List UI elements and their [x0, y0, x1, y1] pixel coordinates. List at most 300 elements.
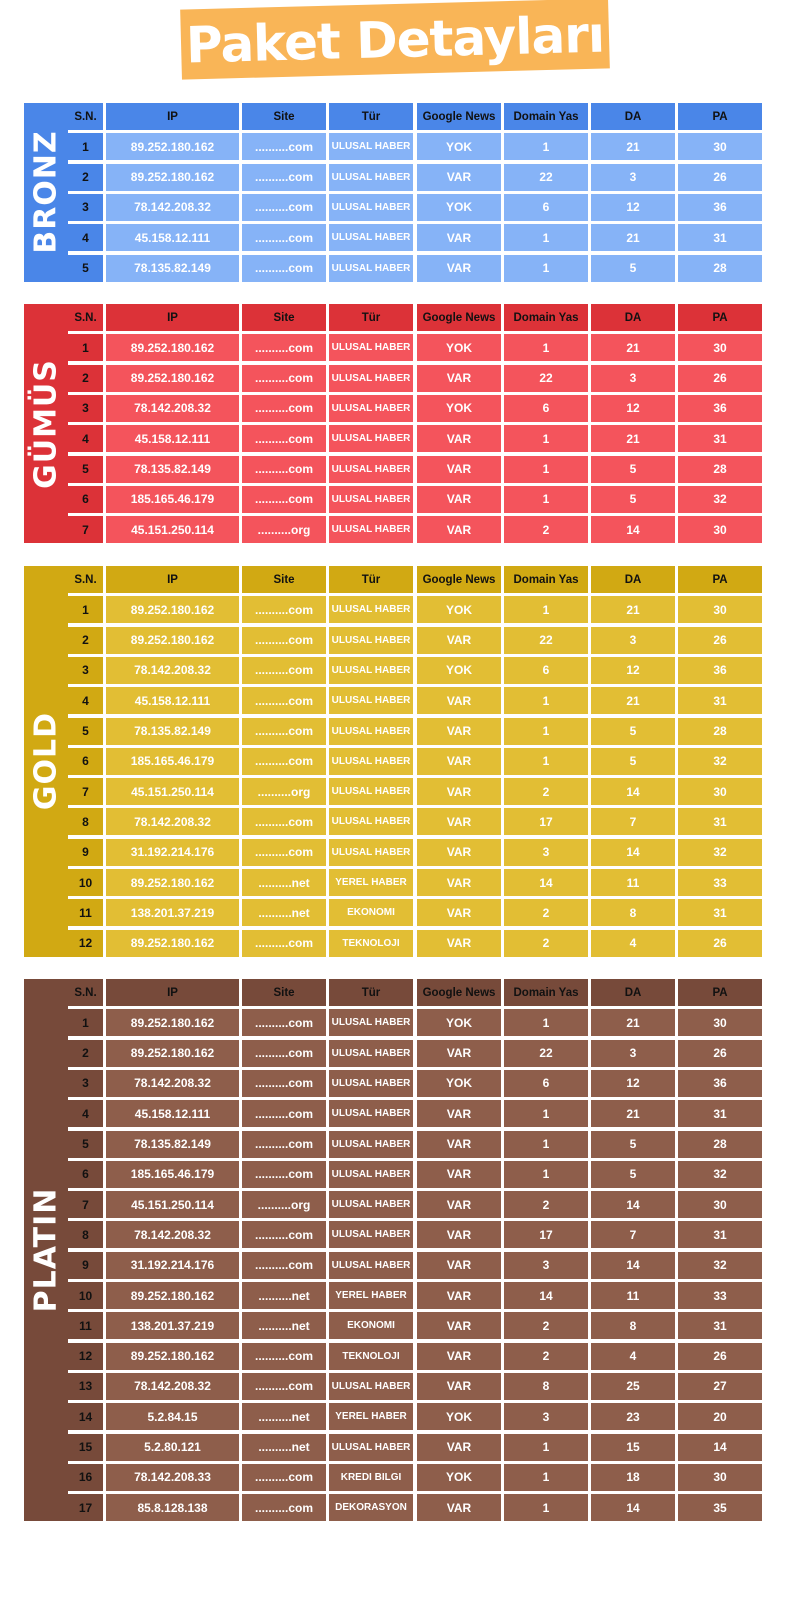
cell-pa: 26	[678, 627, 762, 654]
cell-pa: 31	[678, 687, 762, 714]
cell-sn: 7	[68, 1191, 103, 1218]
cell-pa: 31	[678, 425, 762, 452]
cell-domain-age: 2	[504, 1312, 588, 1339]
cell-type: ULUSAL HABER	[329, 395, 413, 422]
cell-sn: 1	[68, 133, 103, 160]
cell-google-news: VAR	[417, 1221, 501, 1248]
cell-da: 5	[591, 255, 675, 282]
cell-sn: 9	[68, 839, 103, 866]
cell-site: ..........com	[242, 164, 326, 191]
cell-domain-age: 1	[504, 456, 588, 483]
cell-google-news: VAR	[417, 1343, 501, 1370]
cell-pa: 36	[678, 1070, 762, 1097]
cell-google-news: VAR	[417, 1312, 501, 1339]
cell-domain-age: 2	[504, 778, 588, 805]
column-header-da: DA	[591, 304, 675, 331]
cell-pa: 30	[678, 334, 762, 361]
cell-sn: 5	[68, 456, 103, 483]
cell-sn: 7	[68, 516, 103, 543]
cell-type: ULUSAL HABER	[329, 1434, 413, 1461]
cell-pa: 32	[678, 839, 762, 866]
column-header-da: DA	[591, 979, 675, 1006]
cell-type: EKONOMI	[329, 1312, 413, 1339]
cell-site: ..........com	[242, 930, 326, 957]
column-header-type: Tür	[329, 103, 413, 130]
cell-site: ..........net	[242, 1403, 326, 1430]
cell-google-news: YOK	[417, 1464, 501, 1491]
cell-sn: 4	[68, 224, 103, 251]
cell-pa: 30	[678, 1191, 762, 1218]
cell-da: 21	[591, 1009, 675, 1036]
package-bronz	[24, 103, 764, 282]
cell-google-news: YOK	[417, 194, 501, 221]
cell-google-news: VAR	[417, 1282, 501, 1309]
cell-google-news: VAR	[417, 718, 501, 745]
package-gold	[24, 566, 764, 957]
column-header-google-news: Google News	[417, 979, 501, 1006]
cell-site: ..........com	[242, 365, 326, 392]
cell-da: 8	[591, 899, 675, 926]
cell-ip: 45.151.250.114	[106, 778, 239, 805]
cell-da: 7	[591, 1221, 675, 1248]
cell-sn: 15	[68, 1434, 103, 1461]
column-header-domain-age: Domain Yas	[504, 103, 588, 130]
column-header-ip: IP	[106, 979, 239, 1006]
cell-pa: 28	[678, 1131, 762, 1158]
cell-google-news: VAR	[417, 899, 501, 926]
cell-google-news: VAR	[417, 748, 501, 775]
cell-google-news: YOK	[417, 1070, 501, 1097]
cell-type: YEREL HABER	[329, 1282, 413, 1309]
cell-sn: 4	[68, 425, 103, 452]
cell-site: ..........net	[242, 899, 326, 926]
cell-site: ..........org	[242, 516, 326, 543]
cell-google-news: VAR	[417, 486, 501, 513]
cell-da: 4	[591, 1343, 675, 1370]
column-header-type: Tür	[329, 566, 413, 593]
cell-type: ULUSAL HABER	[329, 365, 413, 392]
cell-google-news: YOK	[417, 1009, 501, 1036]
cell-sn: 4	[68, 687, 103, 714]
cell-site: ..........com	[242, 1009, 326, 1036]
column-header-sn: S.N.	[68, 103, 103, 130]
cell-site: ..........com	[242, 1131, 326, 1158]
cell-sn: 3	[68, 1070, 103, 1097]
cell-da: 5	[591, 748, 675, 775]
cell-type: ULUSAL HABER	[329, 1221, 413, 1248]
cell-google-news: VAR	[417, 224, 501, 251]
cell-pa: 28	[678, 718, 762, 745]
cell-ip: 78.135.82.149	[106, 456, 239, 483]
cell-type: ULUSAL HABER	[329, 627, 413, 654]
cell-site: ..........com	[242, 1040, 326, 1067]
cell-google-news: YOK	[417, 1403, 501, 1430]
cell-ip: 78.135.82.149	[106, 1131, 239, 1158]
cell-ip: 45.158.12.111	[106, 224, 239, 251]
cell-sn: 10	[68, 869, 103, 896]
cell-domain-age: 2	[504, 930, 588, 957]
column-header-ip: IP	[106, 304, 239, 331]
cell-type: ULUSAL HABER	[329, 1070, 413, 1097]
column-header-type: Tür	[329, 304, 413, 331]
cell-da: 5	[591, 1161, 675, 1188]
cell-domain-age: 22	[504, 627, 588, 654]
cell-site: ..........com	[242, 596, 326, 623]
cell-pa: 30	[678, 1464, 762, 1491]
cell-sn: 11	[68, 899, 103, 926]
cell-sn: 5	[68, 1131, 103, 1158]
cell-ip: 78.142.208.32	[106, 657, 239, 684]
cell-ip: 78.142.208.32	[106, 194, 239, 221]
package-platin	[24, 979, 764, 1521]
cell-domain-age: 14	[504, 1282, 588, 1309]
cell-site: ..........com	[242, 718, 326, 745]
cell-pa: 36	[678, 657, 762, 684]
cell-pa: 31	[678, 808, 762, 835]
cell-sn: 9	[68, 1252, 103, 1279]
column-header-site: Site	[242, 566, 326, 593]
cell-da: 3	[591, 627, 675, 654]
package-side-bar	[24, 304, 68, 543]
cell-da: 3	[591, 1040, 675, 1067]
column-header-sn: S.N.	[68, 566, 103, 593]
cell-da: 5	[591, 718, 675, 745]
cell-domain-age: 8	[504, 1373, 588, 1400]
cell-sn: 2	[68, 1040, 103, 1067]
cell-google-news: VAR	[417, 1100, 501, 1127]
cell-sn: 4	[68, 1100, 103, 1127]
cell-sn: 17	[68, 1494, 103, 1521]
cell-google-news: VAR	[417, 425, 501, 452]
cell-domain-age: 2	[504, 516, 588, 543]
cell-ip: 45.151.250.114	[106, 1191, 239, 1218]
cell-site: ..........com	[242, 1494, 326, 1521]
cell-domain-age: 1	[504, 255, 588, 282]
cell-pa: 26	[678, 1040, 762, 1067]
cell-sn: 6	[68, 1161, 103, 1188]
cell-type: ULUSAL HABER	[329, 456, 413, 483]
cell-type: ULUSAL HABER	[329, 255, 413, 282]
package-name: BRONZ	[28, 130, 64, 255]
cell-da: 21	[591, 133, 675, 160]
cell-google-news: VAR	[417, 808, 501, 835]
cell-google-news: VAR	[417, 516, 501, 543]
cell-domain-age: 1	[504, 1100, 588, 1127]
column-header-google-news: Google News	[417, 103, 501, 130]
cell-da: 4	[591, 930, 675, 957]
cell-pa: 36	[678, 194, 762, 221]
cell-google-news: YOK	[417, 657, 501, 684]
cell-da: 21	[591, 687, 675, 714]
cell-domain-age: 14	[504, 869, 588, 896]
cell-sn: 3	[68, 194, 103, 221]
package-name: PLATIN	[28, 1187, 64, 1313]
cell-site: ..........com	[242, 1221, 326, 1248]
cell-site: ..........com	[242, 1161, 326, 1188]
cell-pa: 30	[678, 133, 762, 160]
cell-type: ULUSAL HABER	[329, 1373, 413, 1400]
cell-domain-age: 1	[504, 1494, 588, 1521]
cell-site: ..........com	[242, 255, 326, 282]
cell-ip: 78.142.208.33	[106, 1464, 239, 1491]
cell-ip: 185.165.46.179	[106, 486, 239, 513]
cell-type: ULUSAL HABER	[329, 778, 413, 805]
cell-ip: 45.158.12.111	[106, 425, 239, 452]
column-header-site: Site	[242, 979, 326, 1006]
cell-pa: 32	[678, 486, 762, 513]
cell-domain-age: 1	[504, 1161, 588, 1188]
cell-site: ..........com	[242, 194, 326, 221]
cell-type: DEKORASYON	[329, 1494, 413, 1521]
cell-sn: 1	[68, 596, 103, 623]
column-header-site: Site	[242, 304, 326, 331]
cell-domain-age: 1	[504, 748, 588, 775]
cell-sn: 14	[68, 1403, 103, 1430]
cell-type: ULUSAL HABER	[329, 1131, 413, 1158]
cell-ip: 5.2.80.121	[106, 1434, 239, 1461]
cell-domain-age: 6	[504, 395, 588, 422]
cell-domain-age: 1	[504, 224, 588, 251]
cell-site: ..........com	[242, 334, 326, 361]
cell-type: ULUSAL HABER	[329, 164, 413, 191]
cell-sn: 6	[68, 486, 103, 513]
cell-google-news: YOK	[417, 395, 501, 422]
cell-google-news: VAR	[417, 1191, 501, 1218]
cell-google-news: VAR	[417, 1373, 501, 1400]
cell-ip: 185.165.46.179	[106, 1161, 239, 1188]
cell-ip: 89.252.180.162	[106, 1343, 239, 1370]
cell-da: 12	[591, 194, 675, 221]
cell-ip: 89.252.180.162	[106, 133, 239, 160]
package-gms	[24, 304, 764, 543]
cell-da: 12	[591, 395, 675, 422]
cell-ip: 89.252.180.162	[106, 1282, 239, 1309]
cell-ip: 89.252.180.162	[106, 365, 239, 392]
cell-ip: 85.8.128.138	[106, 1494, 239, 1521]
cell-site: ..........com	[242, 627, 326, 654]
cell-da: 12	[591, 1070, 675, 1097]
cell-domain-age: 6	[504, 194, 588, 221]
column-header-pa: PA	[678, 304, 762, 331]
cell-ip: 78.135.82.149	[106, 718, 239, 745]
cell-type: ULUSAL HABER	[329, 718, 413, 745]
cell-google-news: VAR	[417, 1434, 501, 1461]
cell-domain-age: 3	[504, 1252, 588, 1279]
cell-da: 11	[591, 869, 675, 896]
cell-pa: 28	[678, 255, 762, 282]
cell-site: ..........net	[242, 869, 326, 896]
cell-da: 25	[591, 1373, 675, 1400]
cell-type: ULUSAL HABER	[329, 1040, 413, 1067]
cell-domain-age: 1	[504, 1009, 588, 1036]
cell-domain-age: 2	[504, 1191, 588, 1218]
cell-ip: 89.252.180.162	[106, 1009, 239, 1036]
cell-pa: 33	[678, 869, 762, 896]
cell-google-news: VAR	[417, 1040, 501, 1067]
cell-domain-age: 1	[504, 486, 588, 513]
cell-domain-age: 6	[504, 1070, 588, 1097]
cell-ip: 89.252.180.162	[106, 869, 239, 896]
cell-sn: 11	[68, 1312, 103, 1339]
package-name: GOLD	[28, 712, 64, 811]
cell-type: ULUSAL HABER	[329, 425, 413, 452]
cell-ip: 45.151.250.114	[106, 516, 239, 543]
cell-domain-age: 17	[504, 808, 588, 835]
cell-type: EKONOMI	[329, 899, 413, 926]
cell-domain-age: 22	[504, 1040, 588, 1067]
cell-da: 3	[591, 365, 675, 392]
cell-domain-age: 17	[504, 1221, 588, 1248]
cell-site: ..........org	[242, 778, 326, 805]
cell-sn: 12	[68, 1343, 103, 1370]
cell-pa: 31	[678, 224, 762, 251]
cell-pa: 33	[678, 1282, 762, 1309]
cell-ip: 45.158.12.111	[106, 1100, 239, 1127]
cell-pa: 31	[678, 1100, 762, 1127]
cell-google-news: VAR	[417, 1252, 501, 1279]
package-name: GÜMÜS	[28, 358, 64, 489]
cell-da: 12	[591, 657, 675, 684]
cell-da: 14	[591, 1494, 675, 1521]
cell-type: ULUSAL HABER	[329, 839, 413, 866]
cell-site: ..........com	[242, 657, 326, 684]
cell-sn: 3	[68, 395, 103, 422]
cell-da: 14	[591, 839, 675, 866]
cell-site: ..........com	[242, 425, 326, 452]
cell-ip: 89.252.180.162	[106, 164, 239, 191]
cell-da: 23	[591, 1403, 675, 1430]
cell-type: ULUSAL HABER	[329, 1009, 413, 1036]
cell-site: ..........org	[242, 1191, 326, 1218]
cell-site: ..........com	[242, 687, 326, 714]
cell-da: 5	[591, 1131, 675, 1158]
cell-da: 7	[591, 808, 675, 835]
cell-sn: 8	[68, 1221, 103, 1248]
cell-sn: 8	[68, 808, 103, 835]
cell-da: 11	[591, 1282, 675, 1309]
cell-pa: 28	[678, 456, 762, 483]
cell-type: ULUSAL HABER	[329, 1161, 413, 1188]
cell-pa: 26	[678, 930, 762, 957]
cell-domain-age: 2	[504, 899, 588, 926]
cell-pa: 20	[678, 1403, 762, 1430]
cell-ip: 89.252.180.162	[106, 930, 239, 957]
cell-da: 5	[591, 486, 675, 513]
cell-google-news: VAR	[417, 839, 501, 866]
column-header-pa: PA	[678, 566, 762, 593]
cell-site: ..........net	[242, 1312, 326, 1339]
cell-site: ..........com	[242, 1373, 326, 1400]
column-header-pa: PA	[678, 979, 762, 1006]
cell-site: ..........com	[242, 808, 326, 835]
cell-site: ..........com	[242, 1252, 326, 1279]
cell-type: YEREL HABER	[329, 1403, 413, 1430]
cell-sn: 3	[68, 657, 103, 684]
cell-type: ULUSAL HABER	[329, 1100, 413, 1127]
column-header-ip: IP	[106, 103, 239, 130]
cell-type: ULUSAL HABER	[329, 133, 413, 160]
cell-type: ULUSAL HABER	[329, 1191, 413, 1218]
column-header-domain-age: Domain Yas	[504, 304, 588, 331]
cell-type: TEKNOLOJI	[329, 1343, 413, 1370]
cell-sn: 13	[68, 1373, 103, 1400]
cell-google-news: VAR	[417, 1161, 501, 1188]
cell-ip: 89.252.180.162	[106, 627, 239, 654]
column-header-sn: S.N.	[68, 979, 103, 1006]
cell-pa: 30	[678, 778, 762, 805]
cell-ip: 31.192.214.176	[106, 839, 239, 866]
cell-sn: 10	[68, 1282, 103, 1309]
cell-da: 14	[591, 1252, 675, 1279]
cell-da: 14	[591, 516, 675, 543]
cell-ip: 45.158.12.111	[106, 687, 239, 714]
cell-pa: 32	[678, 1252, 762, 1279]
package-side-bar	[24, 979, 68, 1521]
cell-type: KREDI BILGI	[329, 1464, 413, 1491]
cell-sn: 1	[68, 1009, 103, 1036]
cell-ip: 78.142.208.32	[106, 395, 239, 422]
cell-type: ULUSAL HABER	[329, 657, 413, 684]
cell-domain-age: 22	[504, 164, 588, 191]
cell-site: ..........com	[242, 456, 326, 483]
cell-ip: 185.165.46.179	[106, 748, 239, 775]
cell-type: ULUSAL HABER	[329, 808, 413, 835]
column-header-site: Site	[242, 103, 326, 130]
cell-sn: 5	[68, 718, 103, 745]
cell-domain-age: 3	[504, 1403, 588, 1430]
cell-site: ..........net	[242, 1282, 326, 1309]
cell-site: ..........com	[242, 1100, 326, 1127]
cell-domain-age: 1	[504, 133, 588, 160]
cell-domain-age: 1	[504, 1434, 588, 1461]
cell-google-news: VAR	[417, 1131, 501, 1158]
cell-google-news: VAR	[417, 456, 501, 483]
cell-ip: 138.201.37.219	[106, 1312, 239, 1339]
cell-ip: 78.142.208.32	[106, 1070, 239, 1097]
cell-google-news: VAR	[417, 627, 501, 654]
cell-ip: 5.2.84.15	[106, 1403, 239, 1430]
cell-type: YEREL HABER	[329, 869, 413, 896]
cell-domain-age: 22	[504, 365, 588, 392]
cell-domain-age: 1	[504, 425, 588, 452]
cell-type: ULUSAL HABER	[329, 748, 413, 775]
cell-ip: 31.192.214.176	[106, 1252, 239, 1279]
cell-google-news: YOK	[417, 334, 501, 361]
cell-site: ..........com	[242, 486, 326, 513]
cell-pa: 26	[678, 164, 762, 191]
column-header-da: DA	[591, 103, 675, 130]
cell-sn: 2	[68, 627, 103, 654]
cell-google-news: VAR	[417, 687, 501, 714]
cell-site: ..........com	[242, 395, 326, 422]
cell-type: ULUSAL HABER	[329, 224, 413, 251]
cell-da: 5	[591, 456, 675, 483]
cell-da: 21	[591, 334, 675, 361]
cell-type: ULUSAL HABER	[329, 516, 413, 543]
cell-da: 18	[591, 1464, 675, 1491]
cell-google-news: VAR	[417, 164, 501, 191]
cell-ip: 78.135.82.149	[106, 255, 239, 282]
cell-google-news: VAR	[417, 930, 501, 957]
cell-type: ULUSAL HABER	[329, 486, 413, 513]
package-side-bar	[24, 103, 68, 282]
cell-type: ULUSAL HABER	[329, 334, 413, 361]
cell-pa: 27	[678, 1373, 762, 1400]
cell-pa: 32	[678, 1161, 762, 1188]
cell-sn: 6	[68, 748, 103, 775]
cell-site: ..........com	[242, 133, 326, 160]
cell-ip: 78.142.208.32	[106, 1221, 239, 1248]
